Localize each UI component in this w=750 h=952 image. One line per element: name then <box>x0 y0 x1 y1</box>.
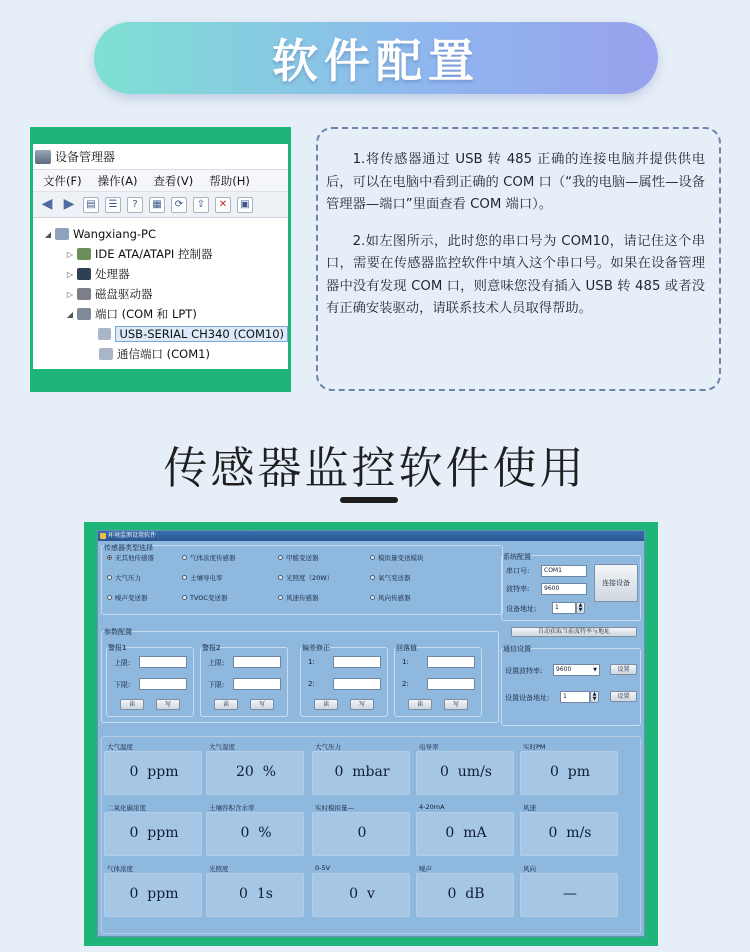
write-button[interactable]: 写 <box>250 699 274 710</box>
device-tree-item[interactable] <box>33 224 288 244</box>
device-tree-item[interactable] <box>33 324 288 344</box>
list-icon[interactable]: ☰ <box>105 197 121 213</box>
device-tree-label: 磁盘驱动器 <box>95 287 153 301</box>
menu-view[interactable]: 查看(V) <box>153 173 194 188</box>
radio-button-icon[interactable] <box>278 555 283 560</box>
sensor-type-label: 噪声变送器 <box>115 594 148 602</box>
port-icon <box>98 328 111 340</box>
device-tree-label: 处理器 <box>95 267 130 281</box>
auto-detect-button[interactable]: 自动获取当前波特率与地址 <box>511 627 637 637</box>
reading-label: 风向 <box>523 865 536 873</box>
parameter-input-1[interactable] <box>427 656 475 668</box>
menu-file[interactable]: 文件(F) <box>43 173 82 188</box>
reading-label: 土壤容积含水率 <box>209 804 255 812</box>
device-tree-item[interactable] <box>33 244 288 264</box>
port-icon <box>99 348 113 360</box>
reading-label: 风速 <box>523 804 536 812</box>
sensor-type-radio[interactable] <box>370 553 424 562</box>
reading-label: 气体浓度 <box>107 865 133 873</box>
set-baud-label: 设置波特率: <box>505 667 543 675</box>
sensor-type-label: 无其他传感器 <box>115 554 154 562</box>
set-baud-button[interactable]: 设置 <box>610 664 637 675</box>
radio-button-icon[interactable] <box>107 575 112 580</box>
read-button[interactable]: 读 <box>120 699 144 710</box>
reading-card <box>520 873 618 917</box>
parameter-input-2[interactable] <box>333 678 381 690</box>
menu-help[interactable]: 帮助(H) <box>209 173 250 188</box>
sensor-type-radio[interactable] <box>182 573 223 582</box>
reading-label: 大气温度 <box>107 743 133 751</box>
comm-settings-label: 通信设置 <box>503 645 531 653</box>
radio-button-icon[interactable] <box>182 555 187 560</box>
parameter-input-2[interactable] <box>427 678 475 690</box>
set-address-label: 设置设备地址: <box>505 694 550 702</box>
parameter-config-label: 参数配置 <box>104 628 132 636</box>
sensor-type-label: 大气压力 <box>115 574 141 582</box>
sensor-type-radio[interactable] <box>278 553 319 562</box>
reading-value: 0 pm <box>549 764 591 780</box>
parameter-input-1[interactable] <box>333 656 381 668</box>
parameter-label-1: 上限: <box>114 659 131 667</box>
dropdown-arrow-icon: ▼ <box>593 667 597 673</box>
address-spinner[interactable]: ▲ ▼ <box>576 602 585 614</box>
reading-card <box>520 812 618 856</box>
tree-expander-icon[interactable]: ▷ <box>66 269 74 279</box>
reading-value: 0 ppm <box>129 825 179 841</box>
port-input[interactable]: COM1 <box>541 565 587 577</box>
device-tree <box>33 218 288 364</box>
sensor-type-label: 甲醛变送器 <box>286 554 319 562</box>
set-baud-select[interactable] <box>553 664 600 676</box>
banner-title: 软件配置 <box>272 34 480 88</box>
reading-value: 20 % <box>235 764 277 780</box>
radio-button-icon[interactable] <box>182 575 187 580</box>
parameter-label-2: 下限: <box>208 681 225 689</box>
software-window <box>97 530 645 937</box>
baud-input[interactable]: 9600 <box>541 583 587 595</box>
reading-label: 电导率 <box>419 743 439 751</box>
radio-button-icon[interactable] <box>107 555 112 560</box>
device-manager-toolbar <box>33 192 288 218</box>
uninstall-icon[interactable]: ✕ <box>215 197 231 213</box>
device-manager-icon <box>35 150 51 164</box>
device-manager-title: 设备管理器 <box>55 150 116 164</box>
sensor-type-radio[interactable] <box>278 573 333 582</box>
sensor-type-label: TVOC变送器 <box>190 594 228 602</box>
sensor-type-label: 氧气变送器 <box>378 574 411 582</box>
device-category-icon <box>77 308 91 320</box>
help-icon[interactable]: ? <box>127 197 143 213</box>
address-label: 设备地址: <box>506 605 537 613</box>
sensor-type-label: 光照度（20W） <box>286 574 334 582</box>
device-manager-titlebar <box>33 144 288 170</box>
sensor-type-label: 土壤导电率 <box>190 574 223 582</box>
reading-card <box>520 751 618 795</box>
sensor-type-label: 风向传感器 <box>378 594 411 602</box>
sensor-type-radio[interactable] <box>370 573 411 582</box>
reading-value: 0 ppm <box>129 886 179 902</box>
sensor-type-radio[interactable] <box>107 573 141 582</box>
scan-hardware-icon[interactable]: ⟳ <box>171 197 187 213</box>
reading-card <box>104 751 202 795</box>
reading-value: 0 dB <box>447 886 485 902</box>
parameter-column-title: 回落值 <box>396 644 417 652</box>
parameter-column-title: 偏差修正 <box>302 644 330 652</box>
device-tree-item[interactable] <box>33 264 288 284</box>
reading-value: 0 v <box>349 886 375 902</box>
section-title-underline <box>340 497 398 503</box>
reading-label: 4-20mA <box>419 803 445 811</box>
reading-label: 实时PM <box>523 743 546 751</box>
sensor-type-radio[interactable] <box>107 553 154 562</box>
device-category-icon <box>77 268 91 280</box>
reading-card <box>312 751 410 795</box>
radio-button-icon[interactable] <box>278 575 283 580</box>
parameter-input-1[interactable] <box>139 656 187 668</box>
device-tree-item[interactable] <box>33 304 288 324</box>
reading-card <box>416 812 514 856</box>
sensor-type-group-label: 传感器类型选择 <box>104 544 153 552</box>
reading-value: 0 mbar <box>334 764 390 780</box>
device-category-icon <box>77 288 91 300</box>
reading-card <box>206 812 304 856</box>
device-tree-item[interactable] <box>33 344 288 364</box>
reading-card <box>416 873 514 917</box>
sensor-type-radio[interactable] <box>182 553 236 562</box>
reading-label: 光照度 <box>209 865 229 873</box>
reading-card <box>416 751 514 795</box>
sensor-type-radio[interactable] <box>370 593 411 602</box>
tree-expander-icon[interactable]: ◢ <box>66 309 74 319</box>
parameter-column-title: 警报2 <box>202 644 221 652</box>
reading-value: 0 um/s <box>439 764 492 780</box>
tree-expander-icon[interactable]: ◢ <box>44 229 52 239</box>
parameter-input-1[interactable] <box>233 656 281 668</box>
radio-button-icon[interactable] <box>107 595 112 600</box>
parameter-input-2[interactable] <box>233 678 281 690</box>
sensor-type-label: 风速传感器 <box>286 594 319 602</box>
device-manager-screenshot <box>30 127 291 392</box>
read-button[interactable]: 读 <box>214 699 238 710</box>
radio-button-icon[interactable] <box>370 595 375 600</box>
device-tree-label: Wangxiang-PC <box>73 227 157 241</box>
section-title: 传感器监控软件使用 <box>163 443 587 494</box>
reading-value: 0 m/s <box>548 825 592 841</box>
update-driver-icon[interactable]: ⇪ <box>193 197 209 213</box>
set-baud-value: 9600 <box>556 666 572 673</box>
reading-value: 0 % <box>240 825 272 841</box>
parameter-label-1: 1: <box>402 658 409 666</box>
properties-icon[interactable]: ▤ <box>83 197 99 213</box>
device-tree-label: 通信端口 (COM1) <box>117 347 210 361</box>
back-arrow-icon[interactable]: ◀ <box>41 195 53 212</box>
parameter-label-1: 上限: <box>208 659 225 667</box>
parameter-column-title: 警报1 <box>108 644 127 652</box>
sensor-type-radio[interactable] <box>182 593 227 602</box>
connect-device-button[interactable]: 连接设备 <box>594 564 638 602</box>
reading-card <box>312 873 410 917</box>
parameter-label-2: 2: <box>308 680 315 688</box>
reading-label: 0-5V <box>315 864 331 872</box>
radio-button-icon[interactable] <box>182 595 187 600</box>
reading-value: 0 <box>357 825 367 841</box>
instruction-box <box>316 127 721 391</box>
menu-action[interactable]: 操作(A) <box>97 173 138 188</box>
read-button[interactable]: 读 <box>314 699 338 710</box>
radio-button-icon[interactable] <box>278 595 283 600</box>
device-manager-menubar <box>33 170 288 192</box>
reading-value: 0 mA <box>445 825 487 841</box>
baud-label: 波特率: <box>506 585 530 593</box>
write-button[interactable]: 写 <box>156 699 180 710</box>
sensor-type-label: 模拟量变送模块 <box>378 554 424 562</box>
parameter-label-2: 2: <box>402 680 409 688</box>
disable-icon[interactable]: ▣ <box>237 197 253 213</box>
read-button[interactable]: 读 <box>408 699 432 710</box>
write-button[interactable]: 写 <box>350 699 374 710</box>
software-screenshot <box>84 522 658 946</box>
radio-button-icon[interactable] <box>370 555 375 560</box>
tree-expander-icon[interactable]: ▷ <box>66 249 74 259</box>
reading-label: 实时模拟量— <box>315 804 354 812</box>
reading-card <box>206 873 304 917</box>
reading-card <box>206 751 304 795</box>
reading-value: 0 ppm <box>129 764 179 780</box>
reading-label: 二氧化碳浓度 <box>107 804 146 812</box>
comm-settings-group <box>501 648 641 726</box>
sensor-type-radio[interactable] <box>107 593 148 602</box>
reading-card <box>104 812 202 856</box>
device-tree-item[interactable] <box>33 284 288 304</box>
device-tree-label: IDE ATA/ATAPI 控制器 <box>95 247 213 261</box>
write-button[interactable]: 写 <box>444 699 468 710</box>
instruction-step-1: 1.将传感器通过 USB 转 485 正确的连接电脑并提供供电后，可以在电脑中看到正确的 COM 口（“我的电脑—属性—设备管理器—端口”里面查看 COM 端口）。 <box>326 152 705 212</box>
sensor-type-label: 气体浓度传感器 <box>190 554 236 562</box>
software-title: 环境监测设置软件 <box>98 531 644 541</box>
device-tree-label: 端口 (COM 和 LPT) <box>95 307 197 321</box>
reading-value: 0 1s <box>239 886 273 902</box>
device-category-icon <box>77 248 91 260</box>
system-config-label: 系统配置 <box>503 553 531 561</box>
set-address-spinner[interactable]: ▲ ▼ <box>590 691 599 703</box>
computer-icon <box>55 228 69 240</box>
address-input[interactable]: 1 <box>552 602 576 614</box>
parameter-label-2: 下限: <box>114 681 131 689</box>
sensor-type-radio[interactable] <box>278 593 319 602</box>
title-banner <box>94 22 658 94</box>
instruction-step-2: 2.如左图所示，此时您的串口号为 COM10，请记住这个串口，需要在传感器监控软件中填入这个串口号。如果在设备管理器中没有发现 COM 口，则意味您没有插入 USB 转 485 或者没有正确安装驱动，请联系技术人员取得帮助。 <box>326 233 705 316</box>
device-tree-label: USB-SERIAL CH340 (COM10) <box>115 326 288 342</box>
reading-label: 大气压力 <box>315 743 341 751</box>
tree-expander-icon[interactable]: ▷ <box>66 289 74 299</box>
view-icon[interactable]: ▦ <box>149 197 165 213</box>
reading-label: 噪声 <box>419 865 432 873</box>
port-label: 串口号: <box>506 567 530 575</box>
reading-card <box>104 873 202 917</box>
parameter-input-2[interactable] <box>139 678 187 690</box>
device-manager-window <box>33 144 288 369</box>
parameter-label-1: 1: <box>308 658 315 666</box>
radio-button-icon[interactable] <box>370 575 375 580</box>
reading-label: 大气湿度 <box>209 743 235 751</box>
reading-value: — <box>563 886 577 902</box>
reading-card <box>312 812 410 856</box>
set-address-button[interactable]: 设置 <box>610 691 637 702</box>
forward-arrow-icon[interactable]: ▶ <box>63 195 75 212</box>
set-address-input[interactable]: 1 <box>560 691 590 703</box>
